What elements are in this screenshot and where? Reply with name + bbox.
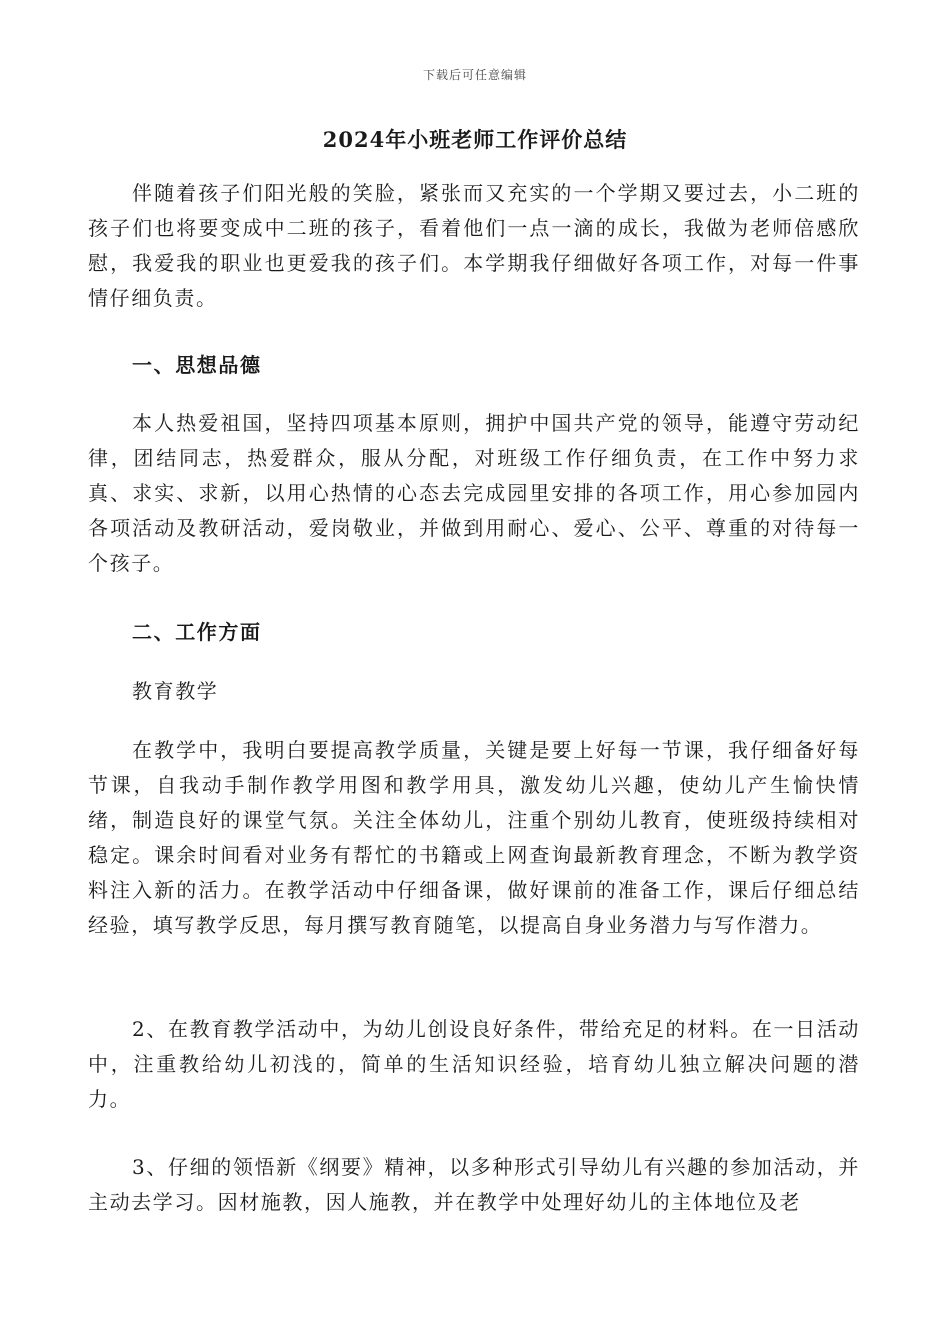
section-heading-moral: 一、思想品德 — [132, 353, 262, 377]
subheading-teaching: 教育教学 — [132, 679, 219, 703]
item-2-paragraph: 2、在教育教学活动中，为幼儿创设良好条件，带给充足的材料。在一日活动中，注重教给幼儿初浅的，简单的生活知识经验，培育幼儿独立解决问题的潜力。 — [88, 1017, 860, 1111]
section-heading-work: 二、工作方面 — [132, 620, 262, 644]
teaching-paragraph: 在教学中，我明白要提高教学质量，关键是要上好每一节课，我仔细备好每节课，自我动手制作教学用图和教学用具，激发幼儿兴趣，使幼儿产生愉快情绪，制造良好的课堂气氛。关注全体幼儿，注重个别幼儿教育，使班级持续相对稳定。课余时间看对业务有帮忙的书籍或上网查询最新教育理念，不断为教学资料注入新的活力。在教学活动中仔细备课，做好课前的准备工作，课后仔细总结经验，填写教学反思，每月撰写教育随笔，以提高自身业务潜力与写作潜力。 — [88, 738, 860, 937]
header-note: 下载后可任意编辑 — [422, 68, 527, 82]
moral-paragraph: 本人热爱祖国，坚持四项基本原则，拥护中国共产党的领导，能遵守劳动纪律，团结同志，热爱群众，服从分配，对班级工作仔细负责，在工作中努力求真、求实、求新，以用心热情的心态去完成园里安排的各项工作，用心参加园内各项活动及教研活动，爱岗敬业，并做到用耐心、爱心、公平、尊重的对待每一个孩子。 — [88, 411, 860, 575]
intro-paragraph: 伴随着孩子们阳光般的笑脸，紧张而又充实的一个学期又要过去，小二班的孩子们也将要变成中二班的孩子，看着他们一点一滴的成长，我做为老师倍感欣慰，我爱我的职业也更爱我的孩子们。本学期我仔细做好各项工作，对每一件事情仔细负责。 — [88, 181, 860, 310]
document-title: 2024年小班老师工作评价总结 — [322, 127, 628, 152]
item-3-paragraph: 3、仔细的领悟新《纲要》精神，以多种形式引导幼儿有兴趣的参加活动，并主动去学习。因材施教，因人施教，并在教学中处理好幼儿的主体地位及老 — [88, 1155, 860, 1214]
